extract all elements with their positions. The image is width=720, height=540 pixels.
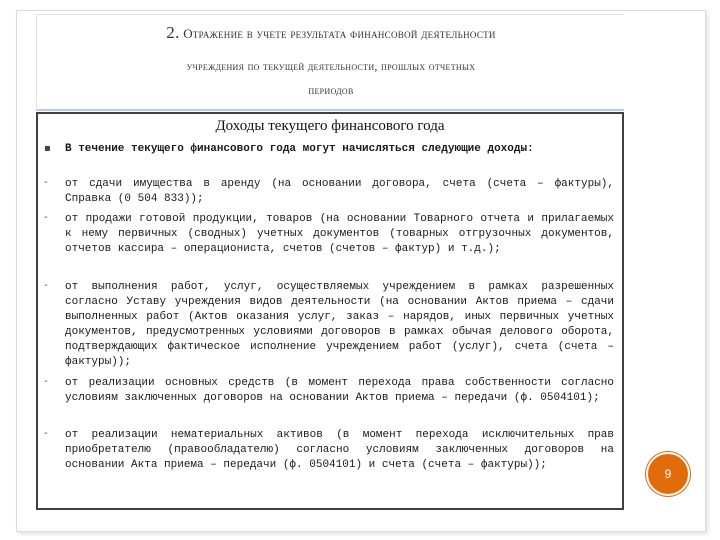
dash-bullet-icon: - xyxy=(44,376,48,387)
list-item-text: от реализации нематериальных активов (в момент перехода исключительных прав приобретателю (правообладателю) согласно условиям заключенных договоров на основании Акта приема – передачи (ф. 0504101) и счета (счета – фактуры)); xyxy=(65,429,614,471)
dash-bullet-icon: - xyxy=(44,212,48,223)
list-item-text: от сдачи имущества в аренду (на основании договора, счета (счета – фактуры), Справка (0 504 833)); xyxy=(65,178,614,205)
dash-bullet-icon: - xyxy=(44,280,48,291)
content-box xyxy=(36,112,624,510)
title-line-2: учреждения по текущей деятельности, прошлых отчетных xyxy=(186,59,476,73)
title-text-1: Отражение в учете результата финансовой деятельности xyxy=(183,26,496,41)
title-box xyxy=(36,14,624,111)
title-line-3: периодов xyxy=(308,83,354,97)
list-item-text: от реализации основных средств (в момент перехода права собственности согласно условиям заключенных договоров на основании Актов приема – передачи (ф. 0504101); xyxy=(65,377,614,404)
title-number: 2. xyxy=(166,23,180,42)
list-item-text: В течение текущего финансового года могут начисляться следующие доходы: xyxy=(65,143,534,155)
square-bullet-icon: ▪ xyxy=(44,143,51,154)
dash-bullet-icon: - xyxy=(44,428,48,439)
list-item-text: от выполнения работ, услуг, осуществляемых учреждением в рамках разрешенных согласно Уставу учреждения видов деятельности (на основании Актов приема – сдачи выполненных работ (Актов оказания услуг, заказ – нарядов, иных первичных учетных документов, предусмотренных условиями договоров в рамках обычая делового оборота, подтверждающих фактическое исполнение учреждением работ (услуг), счета (счета – фактуры)); xyxy=(65,281,614,368)
dash-bullet-icon: - xyxy=(44,177,48,188)
page-number-badge: 9 xyxy=(646,452,690,496)
content-subtitle: Доходы текущего финансового года xyxy=(215,118,445,134)
title-line-1 xyxy=(37,23,625,43)
list-item-text: от продажи готовой продукции, товаров (на основании Товарного отчета и прилагаемых к нему первичных (сводных) учетных документов (товарных отгрузочных документов, отчетов кассира – операциониста, счетов (счетов – фактур) и т.д.); xyxy=(65,213,614,255)
